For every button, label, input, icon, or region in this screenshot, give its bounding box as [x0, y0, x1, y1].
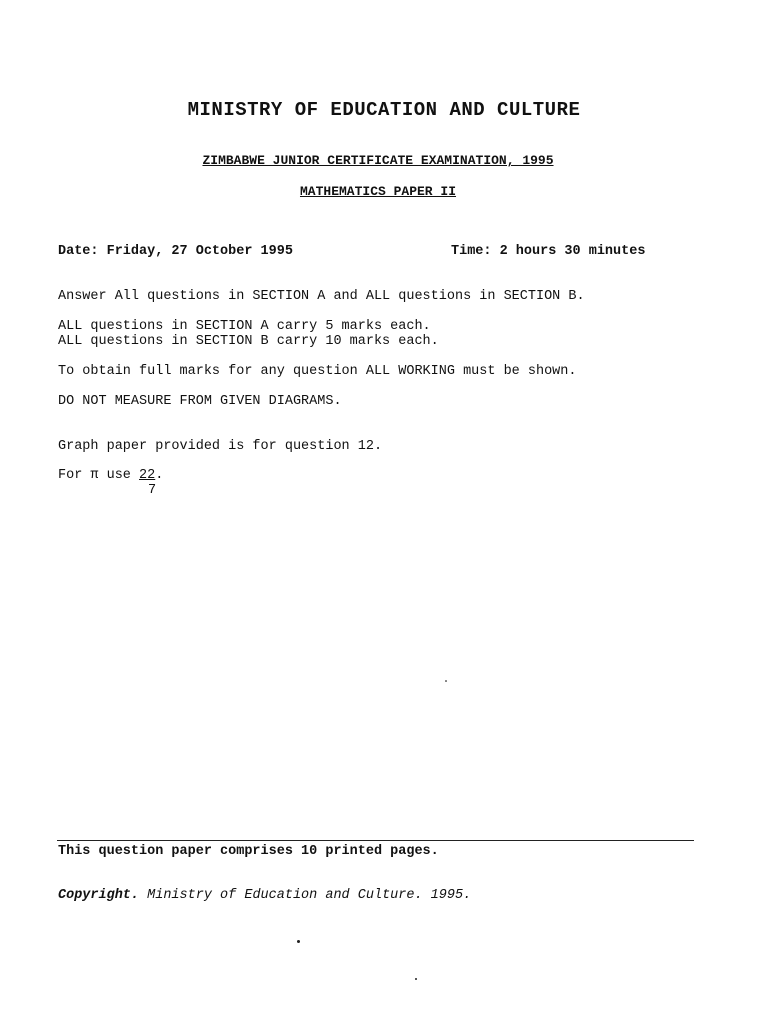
instruction-no-measure: DO NOT MEASURE FROM GIVEN DIAGRAMS. — [58, 394, 342, 409]
paper-title: MATHEMATICS PAPER II — [299, 184, 457, 199]
pi-approximation-note — [58, 468, 164, 498]
instruction-answer-all: Answer All questions in SECTION A and ALL questions in SECTION B. — [58, 289, 585, 304]
exam-date: Date: Friday, 27 October 1995 — [58, 244, 293, 259]
copyright-note — [58, 888, 471, 903]
scan-speck — [297, 940, 300, 943]
scan-speck — [415, 978, 417, 980]
page-count-note: This question paper comprises 10 printed pages. — [58, 844, 439, 859]
exam-title: ZIMBABWE JUNIOR CERTIFICATE EXAMINATION, 1995 — [202, 153, 554, 168]
pi-fraction-numerator: 22 — [139, 468, 156, 483]
ministry-title: MINISTRY OF EDUCATION AND CULTURE — [187, 99, 581, 121]
instruction-graph-paper: Graph paper provided is for question 12. — [58, 439, 383, 454]
footer-divider — [57, 840, 694, 841]
scan-speck — [445, 680, 447, 682]
copyright-text: Ministry of Education and Culture. 1995. — [147, 888, 472, 903]
instruction-section-b-marks: ALL questions in SECTION B carry 10 marks each. — [58, 334, 439, 349]
pi-note-prefix: For π use — [58, 468, 131, 483]
pi-fraction — [139, 468, 157, 498]
instruction-show-working: To obtain full marks for any question ALL WORKING must be shown. — [58, 364, 577, 379]
instruction-section-a-marks: ALL questions in SECTION A carry 5 marks each. — [58, 319, 431, 334]
pi-note-suffix: . — [155, 468, 164, 483]
pi-fraction-denominator: 7 — [148, 483, 157, 498]
exam-duration: Time: 2 hours 30 minutes — [451, 244, 646, 259]
copyright-label: Copyright. — [58, 888, 140, 903]
